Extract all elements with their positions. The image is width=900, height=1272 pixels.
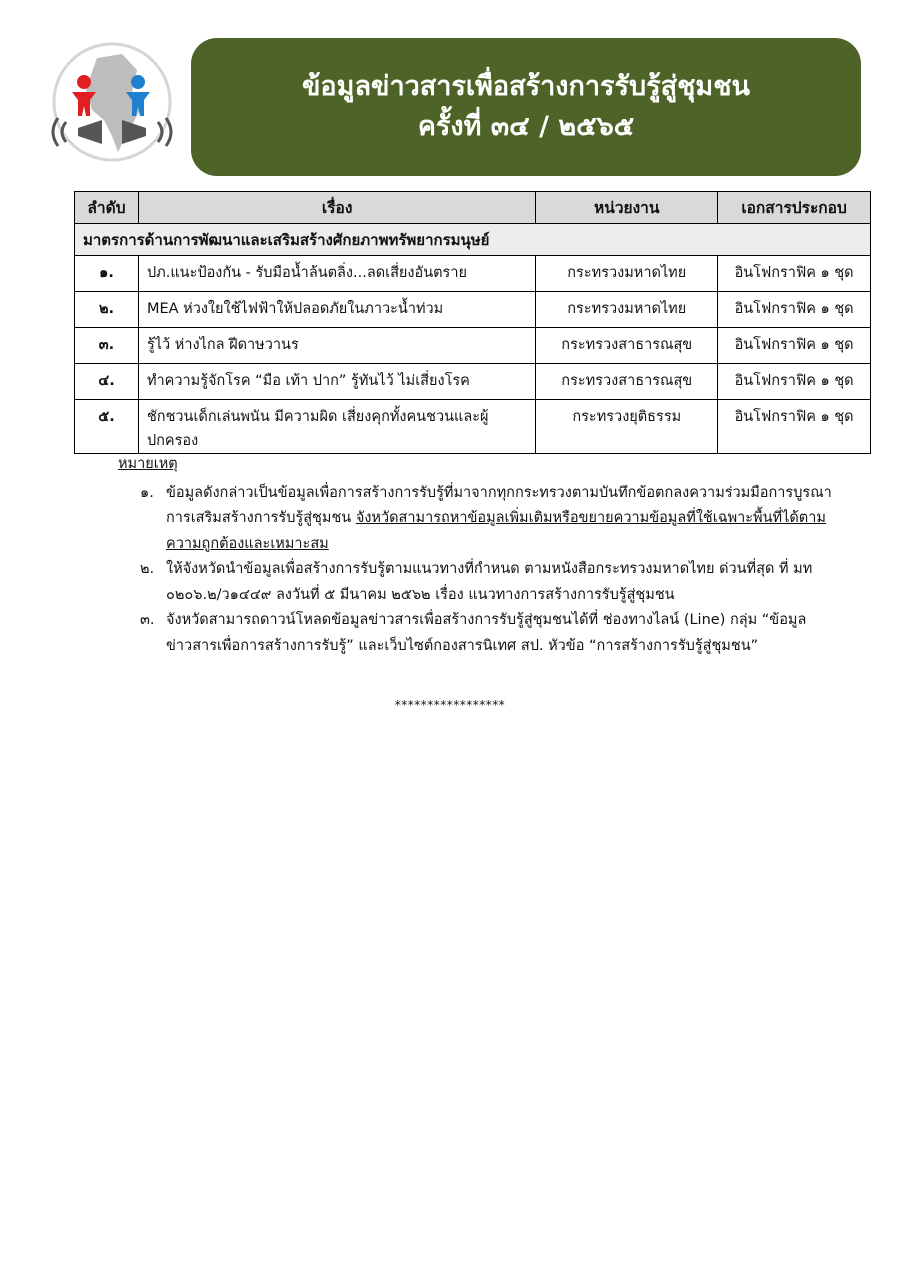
note-item — [140, 557, 838, 608]
row-number: ๓. — [75, 328, 139, 364]
row-title: ปภ.แนะป้องกัน - รับมือน้ำล้นตลิ่ง...ลดเสี่ยงอันตราย — [138, 256, 535, 292]
header-order: ลำดับ — [75, 192, 139, 224]
table-row — [75, 364, 871, 400]
header-agency: หน่วยงาน — [536, 192, 718, 224]
note-number: ๒. — [140, 561, 155, 577]
row-attachment: อินโฟกราฟิค ๑ ชุด — [718, 364, 871, 400]
table-row — [75, 256, 871, 292]
row-agency: กระทรวงสาธารณสุข — [536, 328, 718, 364]
end-separator: ***************** — [394, 698, 506, 712]
note-text: จังหวัดสามารถดาวน์โหลดข้อมูลข่าวสารเพื่อสร้างการรับรู้สู่ชุมชนได้ที่ ช่องทางไลน์ (Line) กลุ่ม “ข้อมูลข่าวสารเพื่อการสร้างการรับรู้” และเว็บไซต์กองสารนิเทศ สป. หัวข้อ “การสร้างการรับรู้สู่ชุมชน” — [166, 612, 807, 654]
row-attachment: อินโฟกราฟิค ๑ ชุด — [718, 328, 871, 364]
row-title: ชักชวนเด็กเล่นพนัน มีความผิด เสี่ยงคุกทั้งคนชวนและผู้ปกครอง — [138, 400, 535, 454]
row-number: ๑. — [75, 256, 139, 292]
note-text-plain: ข้อมูลดังกล่าวเป็นข้อมูลเพื่อการสร้างการรับรู้ที่มาจากทุกกระทรวงตามบันทึกข้อตกลงความร่วมมือการบูรณาการเสริมสร้างการรับรู้สู่ชุมชน — [166, 484, 832, 526]
notes-heading: หมายเหตุ — [118, 456, 178, 472]
header-attachment: เอกสารประกอบ — [718, 192, 871, 224]
note-item — [140, 608, 838, 659]
header-topic: เรื่อง — [138, 192, 535, 224]
row-agency: กระทรวงมหาดไทย — [536, 292, 718, 328]
row-number: ๔. — [75, 364, 139, 400]
table-row — [75, 400, 871, 454]
note-text — [166, 481, 838, 558]
megaphone-people-logo-icon — [42, 40, 182, 170]
row-agency: กระทรวงยุติธรรม — [536, 400, 718, 454]
table-row — [75, 328, 871, 364]
row-number: ๒. — [75, 292, 139, 328]
table-header-row — [75, 192, 871, 224]
row-attachment: อินโฟกราฟิค ๑ ชุด — [718, 292, 871, 328]
logo — [42, 40, 182, 170]
title-banner — [191, 38, 861, 176]
note-number: ๑. — [140, 484, 154, 501]
note-text-underlined: จังหวัดสามารถหาข้อมูลเพิ่มเติมหรือขยายความข้อมูลที่ใช้เฉพาะพื้นที่ได้ตามความถูกต้องและเหมาะสม — [166, 510, 826, 552]
issue-number: ครั้งที่ ๓๔ / ๒๕๖๕ — [417, 111, 635, 142]
section-title: มาตรการด้านการพัฒนาและเสริมสร้างศักยภาพทรัพยากรมนุษย์ — [75, 224, 871, 256]
page-title: ข้อมูลข่าวสารเพื่อสร้างการรับรู้สู่ชุมชน — [301, 71, 751, 102]
note-number: ๓. — [140, 612, 155, 628]
notes-section — [118, 452, 838, 659]
table-row — [75, 292, 871, 328]
topics-table — [74, 191, 871, 454]
row-number: ๕. — [75, 400, 139, 454]
row-agency: กระทรวงมหาดไทย — [536, 256, 718, 292]
section-row — [75, 224, 871, 256]
row-attachment: อินโฟกราฟิค ๑ ชุด — [718, 256, 871, 292]
note-item — [140, 481, 838, 558]
row-title: รู้ไว้ ห่างไกล ฝีดาษวานร — [138, 328, 535, 364]
row-attachment: อินโฟกราฟิค ๑ ชุด — [718, 400, 871, 454]
row-agency: กระทรวงสาธารณสุข — [536, 364, 718, 400]
row-title: MEA ห่วงใยใช้ไฟฟ้าให้ปลอดภัยในภาวะน้ำท่วม — [138, 292, 535, 328]
note-text: ให้จังหวัดนำข้อมูลเพื่อสร้างการรับรู้ตามแนวทางที่กำหนด ตามหนังสือกระทรวงมหาดไทย ด่วนที่สุด ที่ มท ๐๒๐๖.๒/ว๑๔๔๙ ลงวันที่ ๕ มีนาคม ๒๕๖๒ เรื่อง แนวทางการสร้างการรับรู้สู่ชุมชน — [166, 561, 813, 603]
row-title: ทำความรู้จักโรค “มือ เท้า ปาก” รู้ทันไว้ ไม่เสี่ยงโรค — [138, 364, 535, 400]
